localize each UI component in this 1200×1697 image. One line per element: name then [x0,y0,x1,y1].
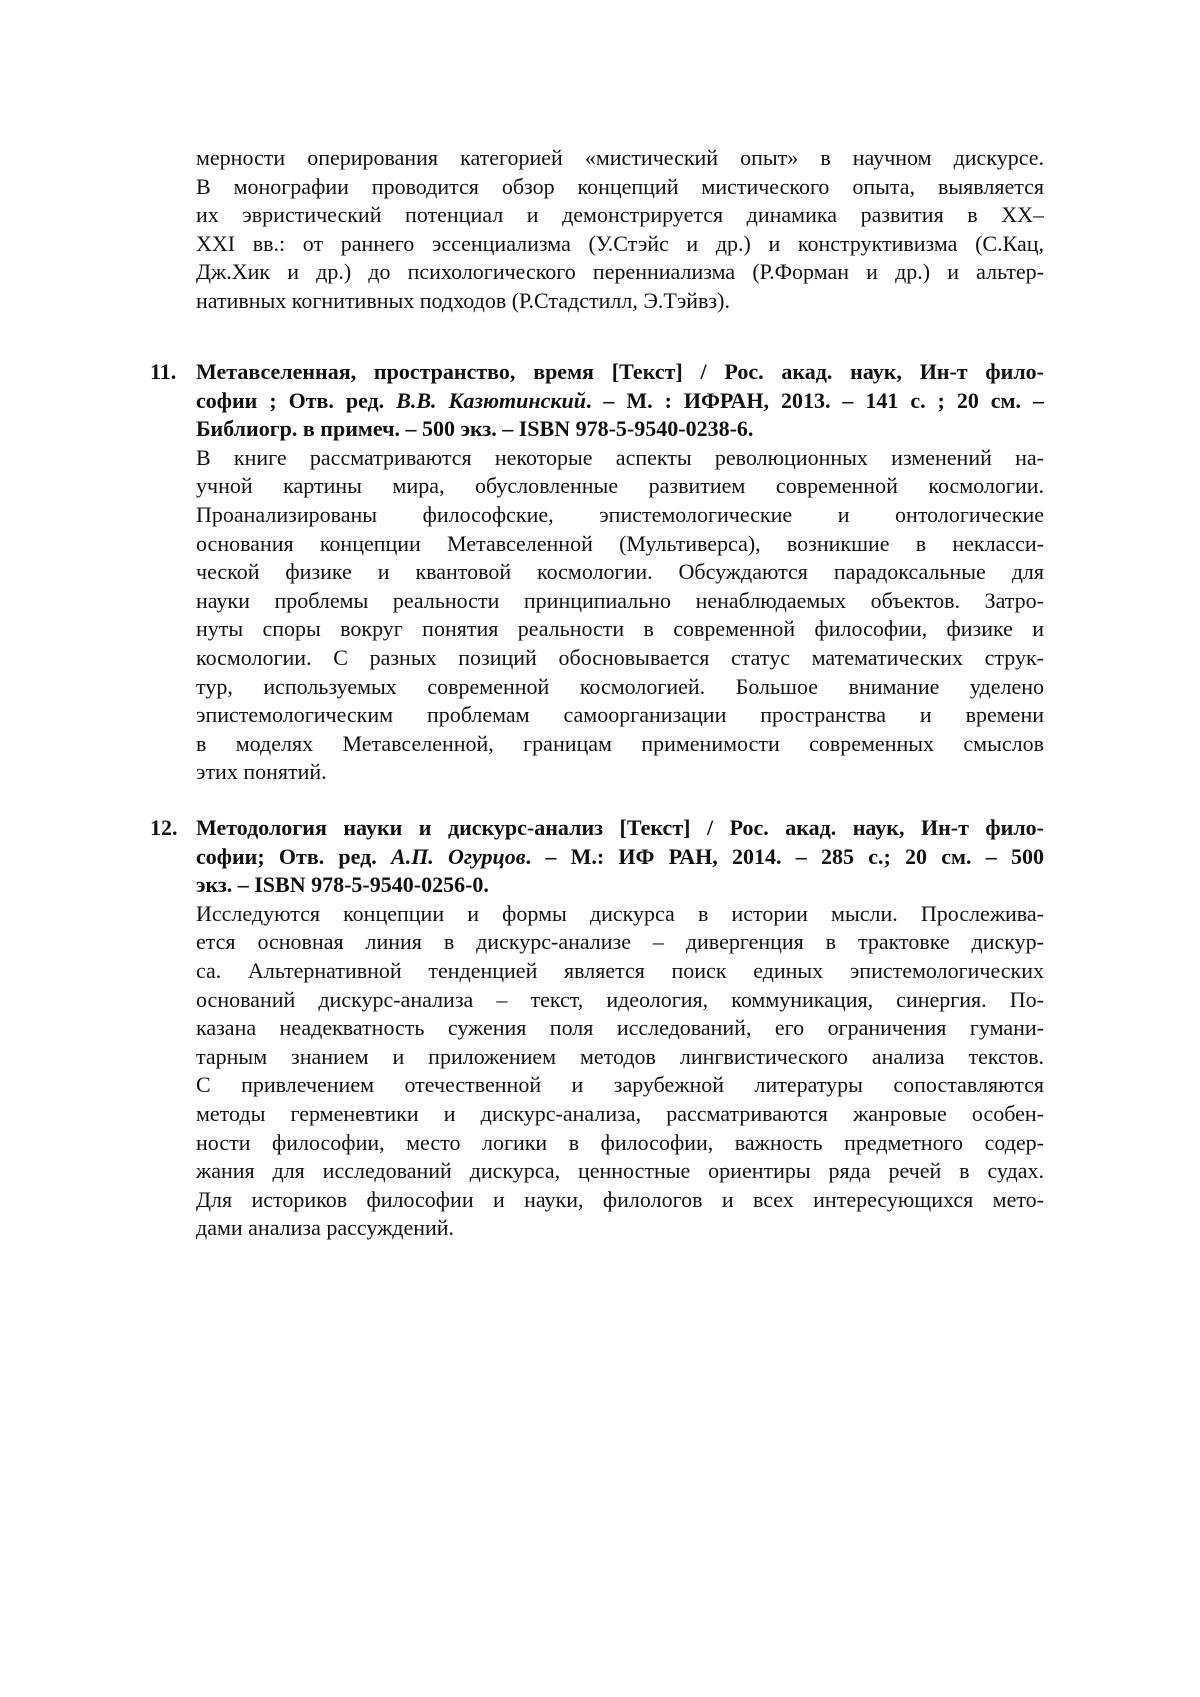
editor-name: В.В. Казютинский [396,387,586,413]
entry-annotation [196,444,1044,787]
annotation-line: тарным знанием и приложением методов лингвистического анализа текстов. [196,1043,1044,1069]
annotation-line: основания концепции Метавселенной (Мультиверса), возникшие в некласси- [196,530,1044,556]
entry-heading [196,814,1044,900]
text-line: мерности оперирования категорией «мистический опыт» в научном дискурсе. [196,145,1044,170]
bibliography-entry-12 [150,814,1044,1243]
heading-text: . – М.: ИФ РАН, 2014. – 285 с.; 20 см. – 500 [525,843,1044,869]
annotation-line: дами анализа рассуждений. [196,1215,455,1241]
heading-line: Библиогр. в примеч. – 500 экз. – ISBN 978-5-9540-0238-6. [196,416,754,442]
entry-number: 12. [150,815,178,840]
annotation-line: оснований дискурс-анализа – текст, идеология, коммуникация, синергия. По- [196,986,1044,1012]
heading-text: софии ; Отв. ред. [196,387,397,413]
heading-text: софии; Отв. ред. [196,843,392,869]
annotation-line: В книге рассматриваются некоторые аспекты революционных изменений на- [196,444,1044,470]
entry-body [196,358,1044,787]
annotation-line: жания для исследований дискурса, ценностные ориентиры ряда речей в судах. [196,1158,1044,1184]
annotation-line: методы герменевтики и дискурс-анализа, рассматриваются жанровые особен- [196,1100,1044,1126]
annotation-line: С привлечением отечественной и зарубежной литературы сопоставляются [196,1072,1044,1098]
entry-heading [196,358,1044,444]
text-line: В монографии проводится обзор концепций мистического опыта, выявляется [196,173,1044,199]
annotation-line: космологии. С разных позиций обосновывается статус математических струк- [196,644,1044,670]
heading-line [196,387,1044,416]
entry-body [196,814,1044,1243]
annotation-line: эпистемологическим проблемам самоорганизации пространства и времени [196,702,1044,728]
annotation-line: Исследуются концепции и формы дискурса в истории мысли. Прослежива- [196,900,1044,926]
annotation-line: этих понятий. [196,759,327,785]
text-line: XXI вв.: от раннего эссенциализма (У.Стэйс и др.) и конструктивизма (С.Кац, [196,230,1044,256]
text-line: нативных когнитивных подходов (Р.Стадстилл, Э.Тэйвз). [196,287,730,313]
heading-line: экз. – ISBN 978-5-9540-0256-0. [196,872,489,898]
annotation-line: нуты споры вокруг понятия реальности в современной философии, физике и [196,616,1044,642]
entry-number: 11. [150,359,177,384]
annotation-line: Для историков философии и науки, филологов и всех интересующихся мето- [196,1186,1044,1212]
heading-line [196,843,1044,872]
annotation-line: науки проблемы реальности принципиально ненаблюдаемых объектов. Затро- [196,587,1044,613]
text-line: их эвристический потенциал и демонстрируется динамика развития в XX– [196,202,1044,228]
heading-line: Методология науки и дискурс-анализ [Текст] / Рос. акад. наук, Ин-т фило- [196,815,1044,840]
annotation-line: ности философии, место логики в философии, важность предметного содер- [196,1129,1044,1155]
text-line: Дж.Хик и др.) до психологического перенниализма (Р.Форман и др.) и альтер- [196,259,1044,285]
heading-text: . – М. : ИФРАН, 2013. – 141 с. ; 20 см. – [585,387,1045,413]
annotation-line: тур, используемых современной космологией. Большое внимание уделено [196,673,1044,699]
heading-line: Метавселенная, пространство, время [Текст] / Рос. акад. наук, Ин-т фило- [196,359,1044,384]
annotation-line: ется основная линия в дискурс-анализе – дивергенция в трактовке дискур- [196,929,1044,955]
continuation-paragraph [196,144,1044,316]
entry-annotation [196,900,1044,1243]
annotation-line: казана неадекватность сужения поля исследований, его ограничения гумани- [196,1015,1044,1041]
annotation-line: ческой физике и квантовой космологии. Обсуждаются парадоксальные для [196,559,1044,585]
bibliography-entry-11 [150,358,1044,787]
annotation-line: са. Альтернативной тенденцией является поиск единых эпистемологических [196,957,1044,983]
annotation-line: в моделях Метавселенной, границам применимости современных смыслов [196,730,1044,756]
annotation-line: учной картины мира, обусловленные развитием современной космологии. [196,473,1044,499]
editor-name: А.П. Огурцов [391,843,526,869]
annotation-line: Проанализированы философские, эпистемологические и онтологические [196,501,1044,527]
